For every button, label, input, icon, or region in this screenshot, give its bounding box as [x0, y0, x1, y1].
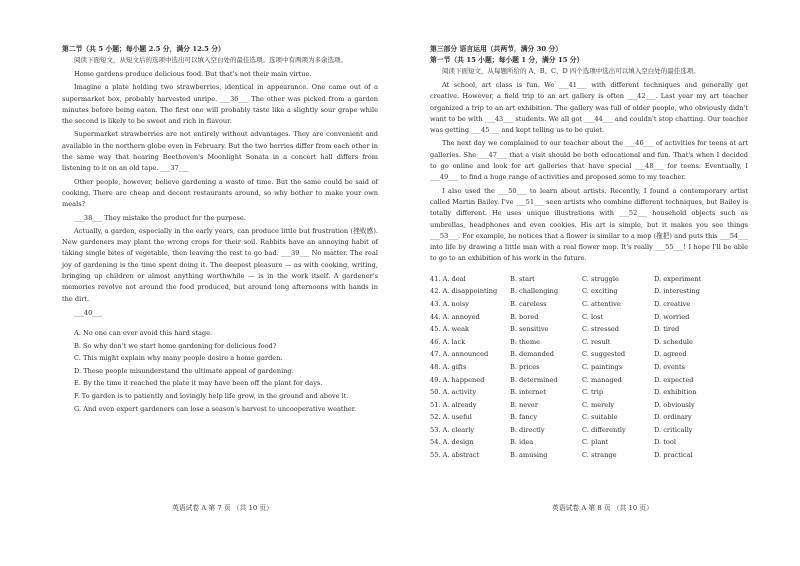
- answer-row: [430, 399, 748, 412]
- choice-b: B. idea: [510, 438, 534, 447]
- option-item: G. And even expert gardeners can lose a season's harvest to uncooperative weather.: [74, 404, 357, 413]
- choice-d: D. creative: [654, 299, 691, 308]
- choice-a: 52. A. useful: [430, 413, 472, 422]
- answer-row: [430, 424, 748, 437]
- passage-paragraph: Actually, a garden, especially in the early years, can produce little but frustration (挫败感). New gardeners may plant the wrong crops for their soil. Rabbits have an annoying habit of taking single bites of vegetable, then leaving the rest to go bad. ___39___ No matter. The real joy of gardening is the time spent doing it. The deepest pleasure — as with cooking, writing, bringing up children or almost anything worthwhile — is in the work itself. A gardener's memories revolve not around the food produced, but around long afternoons with hands in the dirt.: [62, 226, 378, 303]
- choice-a: 45. A. weak: [430, 325, 470, 334]
- answer-row: [430, 411, 748, 424]
- choice-a: 54. A. design: [430, 438, 474, 447]
- choice-c: C. merely: [582, 400, 615, 409]
- choice-c: C. trip: [582, 388, 604, 397]
- choice-d: D. experiment: [654, 274, 702, 283]
- option-item: D. These people misunderstand the ultimate appeal of gardening.: [74, 366, 294, 375]
- answer-row: [430, 348, 748, 361]
- choice-a: 50. A. activity: [430, 388, 477, 397]
- passage-paragraph: Imagine a plate holding two strawberries, identical in appearance. One came out of a supermarket box, probably harvested unripe. ___36___ The other was picked from a garden minutes before being eaten. The first one will probably taste like a slightly sour grape while the second is likely to be sweet and rich in flavour.: [62, 83, 378, 126]
- choice-b: B. amusing: [510, 451, 548, 460]
- choice-a: 49. A. happened: [430, 375, 485, 384]
- passage-paragraph: At school, art class is fun. We ___41___ with different techniques and generally get creative. However, a field trip to an art gallery is often ___42___. Last year my art teacher organized a trip to an art exhibition. The gallery was full of older people, who obviously didn't want to be with ___43___ students. We all got ___44___ and couldn't stop chatting. Our teacher was getting ___45___ and kept telling us to be quiet.: [430, 81, 748, 135]
- option-list: [62, 327, 378, 415]
- choice-a: 41. A. deal: [430, 274, 466, 283]
- choice-b: B. directly: [510, 425, 545, 434]
- choice-b: B. internet: [510, 388, 546, 397]
- answer-row: [430, 361, 748, 374]
- choice-b: B. fancy: [510, 413, 538, 422]
- choice-a: 51. A. already: [430, 400, 477, 409]
- answer-row: [430, 336, 748, 349]
- choice-d: D. obviously: [654, 400, 695, 409]
- choice-b: B. demanded: [510, 350, 554, 359]
- answer-row: [430, 449, 748, 462]
- choice-b: B. theme: [510, 337, 540, 346]
- choice-a: 44. A. annoyed: [430, 312, 480, 321]
- choice-d: D. expected: [654, 375, 694, 384]
- choice-b: B. start: [510, 274, 535, 283]
- left-page-footer: 英语试卷 A 第 7 页 （共 10 页）: [172, 504, 273, 512]
- option-item: B. So why don't we start home gardening for delicious food?: [74, 341, 277, 350]
- choice-a: 48. A. gifts: [430, 362, 467, 371]
- choice-c: C. suitable: [582, 413, 618, 422]
- answer-row: [430, 285, 748, 298]
- choice-d: D. events: [654, 362, 686, 371]
- choice-c: C. stressed: [582, 325, 619, 334]
- option-item: C. This might explain why many people desire a home garden.: [74, 354, 283, 363]
- right-subsection-title: 第一节（共 15 小题；每小题 1 分，满分 15 分）: [430, 56, 584, 64]
- choice-c: C. exciting: [582, 287, 618, 296]
- right-page: [430, 44, 748, 462]
- choice-c: C. struggle: [582, 274, 619, 283]
- left-page: [62, 44, 378, 415]
- choice-c: C. differently: [582, 425, 626, 434]
- choice-a: 42. A. disappointing: [430, 287, 498, 296]
- choice-d: D. agreed: [654, 350, 687, 359]
- choice-d: D. interesting: [654, 287, 700, 296]
- choice-b: B. challenging: [510, 287, 559, 296]
- answer-row: [430, 436, 748, 449]
- choice-c: C. strange: [582, 451, 617, 460]
- right-section-title: 第三部分 语言运用（共两节，满分 30 分）: [430, 45, 563, 53]
- choice-d: D. ordinary: [654, 413, 692, 422]
- passage-paragraph: The next day we complained to our teacher about the ___46___ of activities for teens at art galleries. She ___47___ that a visit should be both educational and fun. That's when I decided to go online and look for art galleries that have special ___48___ for teens. Eventually, I ___49___ to find a huge range of activities and proposed some to my teacher.: [430, 139, 748, 182]
- choice-d: D. critically: [654, 425, 693, 434]
- choice-a: 55. A. abstract: [430, 451, 480, 460]
- answer-row: [430, 311, 748, 324]
- choice-d: D. worried: [654, 312, 690, 321]
- choice-b: B. never: [510, 400, 538, 409]
- choice-b: B. prices: [510, 362, 540, 371]
- choice-b: B. sensitive: [510, 325, 549, 334]
- answer-choices-table: [430, 273, 748, 462]
- passage-paragraph: I also used the ___50___ to learn about artists. Recently, I found a contemporary artist called Martin Bailey. I've ___51___ seen artists who combine different techniques, but Bailey is totally different. He uses unique illustrations with ___52___ household objects such as umbrellas, headphones and even cookies. His art is simple, but it makes you see things ___53___. For example, he notices that a flower is similar to a mop (拖把) and puts this ___54___ into life by drawing a little man with a real flower mop. It's really ___55___! I hope I'll be able to go to an exhibition of his work in the future.: [430, 186, 748, 263]
- right-page-footer: 英语试卷 A 第 8 页 （共 10 页）: [552, 504, 653, 512]
- choice-b: B. bored: [510, 312, 539, 321]
- right-instructions: 阅读下面短文，从每题所给的 A、B、C、D 四个选项中选出可以填入空白处的最佳选项。: [442, 67, 700, 75]
- answer-row: [430, 323, 748, 336]
- left-instructions: 阅读下面短文，从短文后的选项中选出可以填入空白处的最佳选项。选项中有两项为多余选项。: [74, 56, 347, 64]
- passage-paragraph: Home gardens produce delicious food. But that's not their main virtue.: [74, 70, 312, 78]
- choice-d: D. tired: [654, 325, 680, 334]
- answer-row: [430, 298, 748, 311]
- option-item: F. To garden is to patiently and lovingly help life grow, in the ground and above it.: [74, 391, 349, 400]
- choice-c: C. suggested: [582, 350, 626, 359]
- choice-b: B. determined: [510, 375, 558, 384]
- answer-row: [430, 374, 748, 387]
- choice-c: C. lost: [582, 312, 604, 321]
- choice-a: 53. A. clearly: [430, 425, 475, 434]
- choice-c: C. attentive: [582, 299, 621, 308]
- choice-b: B. careless: [510, 299, 547, 308]
- choice-a: 47. A. announced: [430, 350, 489, 359]
- choice-c: C. plant: [582, 438, 609, 447]
- choice-d: D. schedule: [654, 337, 693, 346]
- choice-c: C. result: [582, 337, 611, 346]
- choice-d: D. practical: [654, 451, 693, 460]
- answer-row: [430, 273, 748, 286]
- choice-c: C. paintings: [582, 362, 623, 371]
- choice-d: D. exhibition: [654, 388, 697, 397]
- option-item: A. No one can ever avoid this hard stage.: [74, 328, 213, 337]
- passage-paragraph: Other people, however, believe gardening a waste of time. But the same could be said of cooking. There are cheap and decent restaurants around, so why bother to make your own meals?: [62, 177, 378, 209]
- choice-d: D. tool: [654, 438, 676, 447]
- left-section-title: 第二节（共 5 小题；每小题 2.5 分，满分 12.5 分）: [62, 45, 225, 53]
- answer-row: [430, 386, 748, 399]
- blank-40-line: ___40___: [74, 308, 103, 317]
- option-item: E. By the time it reached the plate it may have been off the plant for days.: [74, 379, 323, 388]
- choice-c: C. managed: [582, 375, 622, 384]
- passage-paragraph: Supermarket strawberries are not entirely without advantages. They are convenient and available in the northern globe even in February. But the two berries differ from each other in the same way that hearing Beethoven's Moonlight Sonata in a concert hall differs from listening to it on an old tape. ___37___: [62, 130, 378, 173]
- blank-38-line: ___38___ They mistake the product for the purpose.: [74, 213, 246, 222]
- choice-a: 43. A. noisy: [430, 299, 469, 308]
- choice-a: 46. A. lack: [430, 337, 466, 346]
